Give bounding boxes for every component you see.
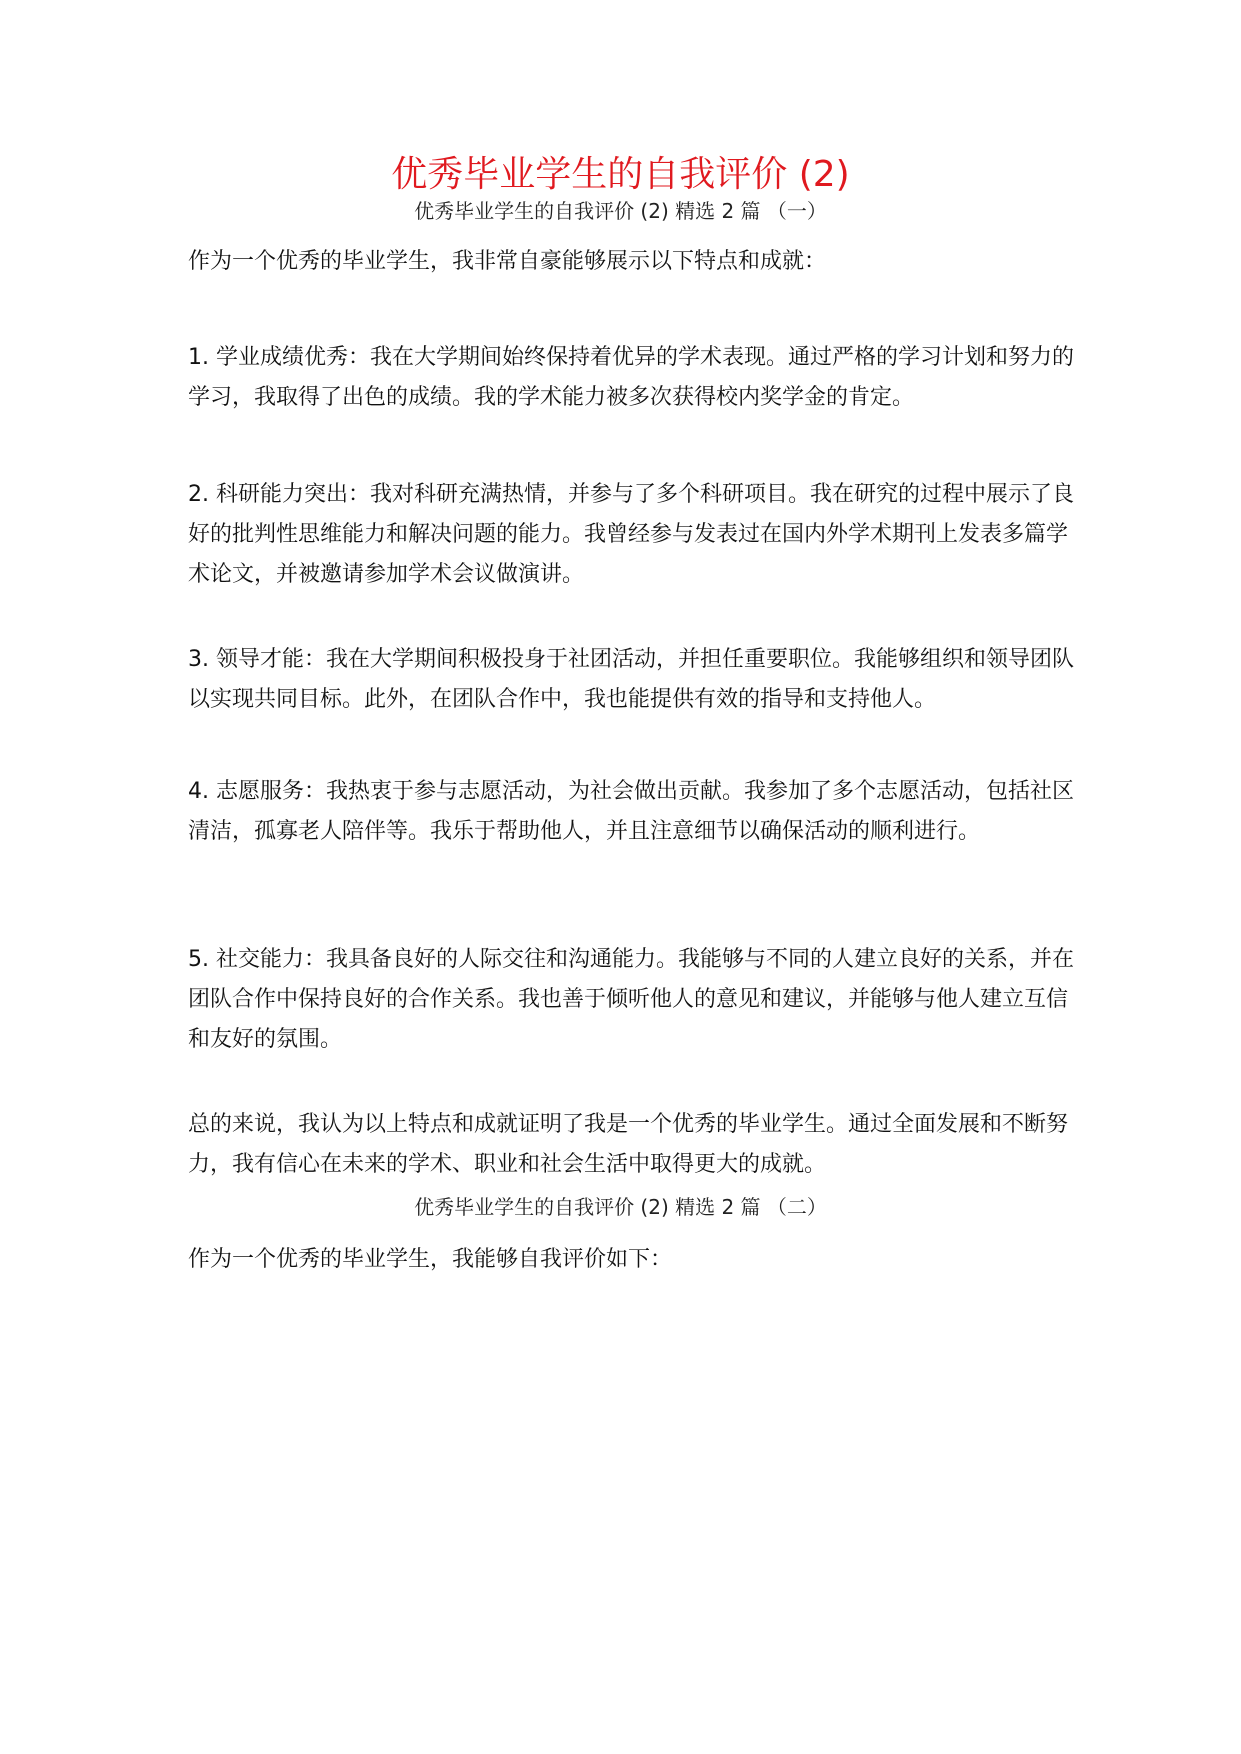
section-2-intro: 作为一个优秀的毕业学生，我能够自我评价如下： xyxy=(188,1247,673,1272)
list-item-3: 3. 领导才能：我在大学期间积极投身于社团活动，并担任重要职位。我能够组织和领导团队以实现共同目标。此外，在团队合作中，我也能提供有效的指导和支持他人。 xyxy=(188,647,1074,712)
list-item-1: 1. 学业成绩优秀：我在大学期间始终保持着优异的学术表现。通过严格的学习计划和努力的学习，我取得了出色的成绩。我的学术能力被多次获得校内奖学金的肯定。 xyxy=(188,345,1074,410)
list-item-5: 5. 社交能力：我具备良好的人际交往和沟通能力。我能够与不同的人建立良好的关系，并在团队合作中保持良好的合作关系。我也善于倾听他人的意见和建议，并能够与他人建立互信和友好的氛围。 xyxy=(188,947,1074,1052)
list-item-4: 4. 志愿服务：我热衷于参与志愿活动，为社会做出贡献。我参加了多个志愿活动，包括社区清洁，孤寡老人陪伴等。我乐于帮助他人，并且注意细节以确保活动的顺利进行。 xyxy=(188,779,1074,844)
section-1-intro: 作为一个优秀的毕业学生，我非常自豪能够展示以下特点和成就： xyxy=(188,249,827,274)
list-item-2: 2. 科研能力突出：我对科研充满热情，并参与了多个科研项目。我在研究的过程中展示了良好的批判性思维能力和解决问题的能力。我曾经参与发表过在国内外学术期刊上发表多篇学术论文，并被邀请参加学术会议做演讲。 xyxy=(188,482,1074,587)
section-1-heading: 优秀毕业学生的自我评价 (2) 精选 2 篇 （一） xyxy=(414,199,827,223)
document-title: 优秀毕业学生的自我评价 (2) xyxy=(391,154,850,195)
section-2-heading: 优秀毕业学生的自我评价 (2) 精选 2 篇 （二） xyxy=(414,1195,827,1219)
section-1-conclusion: 总的来说，我认为以上特点和成就证明了我是一个优秀的毕业学生。通过全面发展和不断努力，我有信心在未来的学术、职业和社会生活中取得更大的成就。 xyxy=(188,1112,1069,1177)
